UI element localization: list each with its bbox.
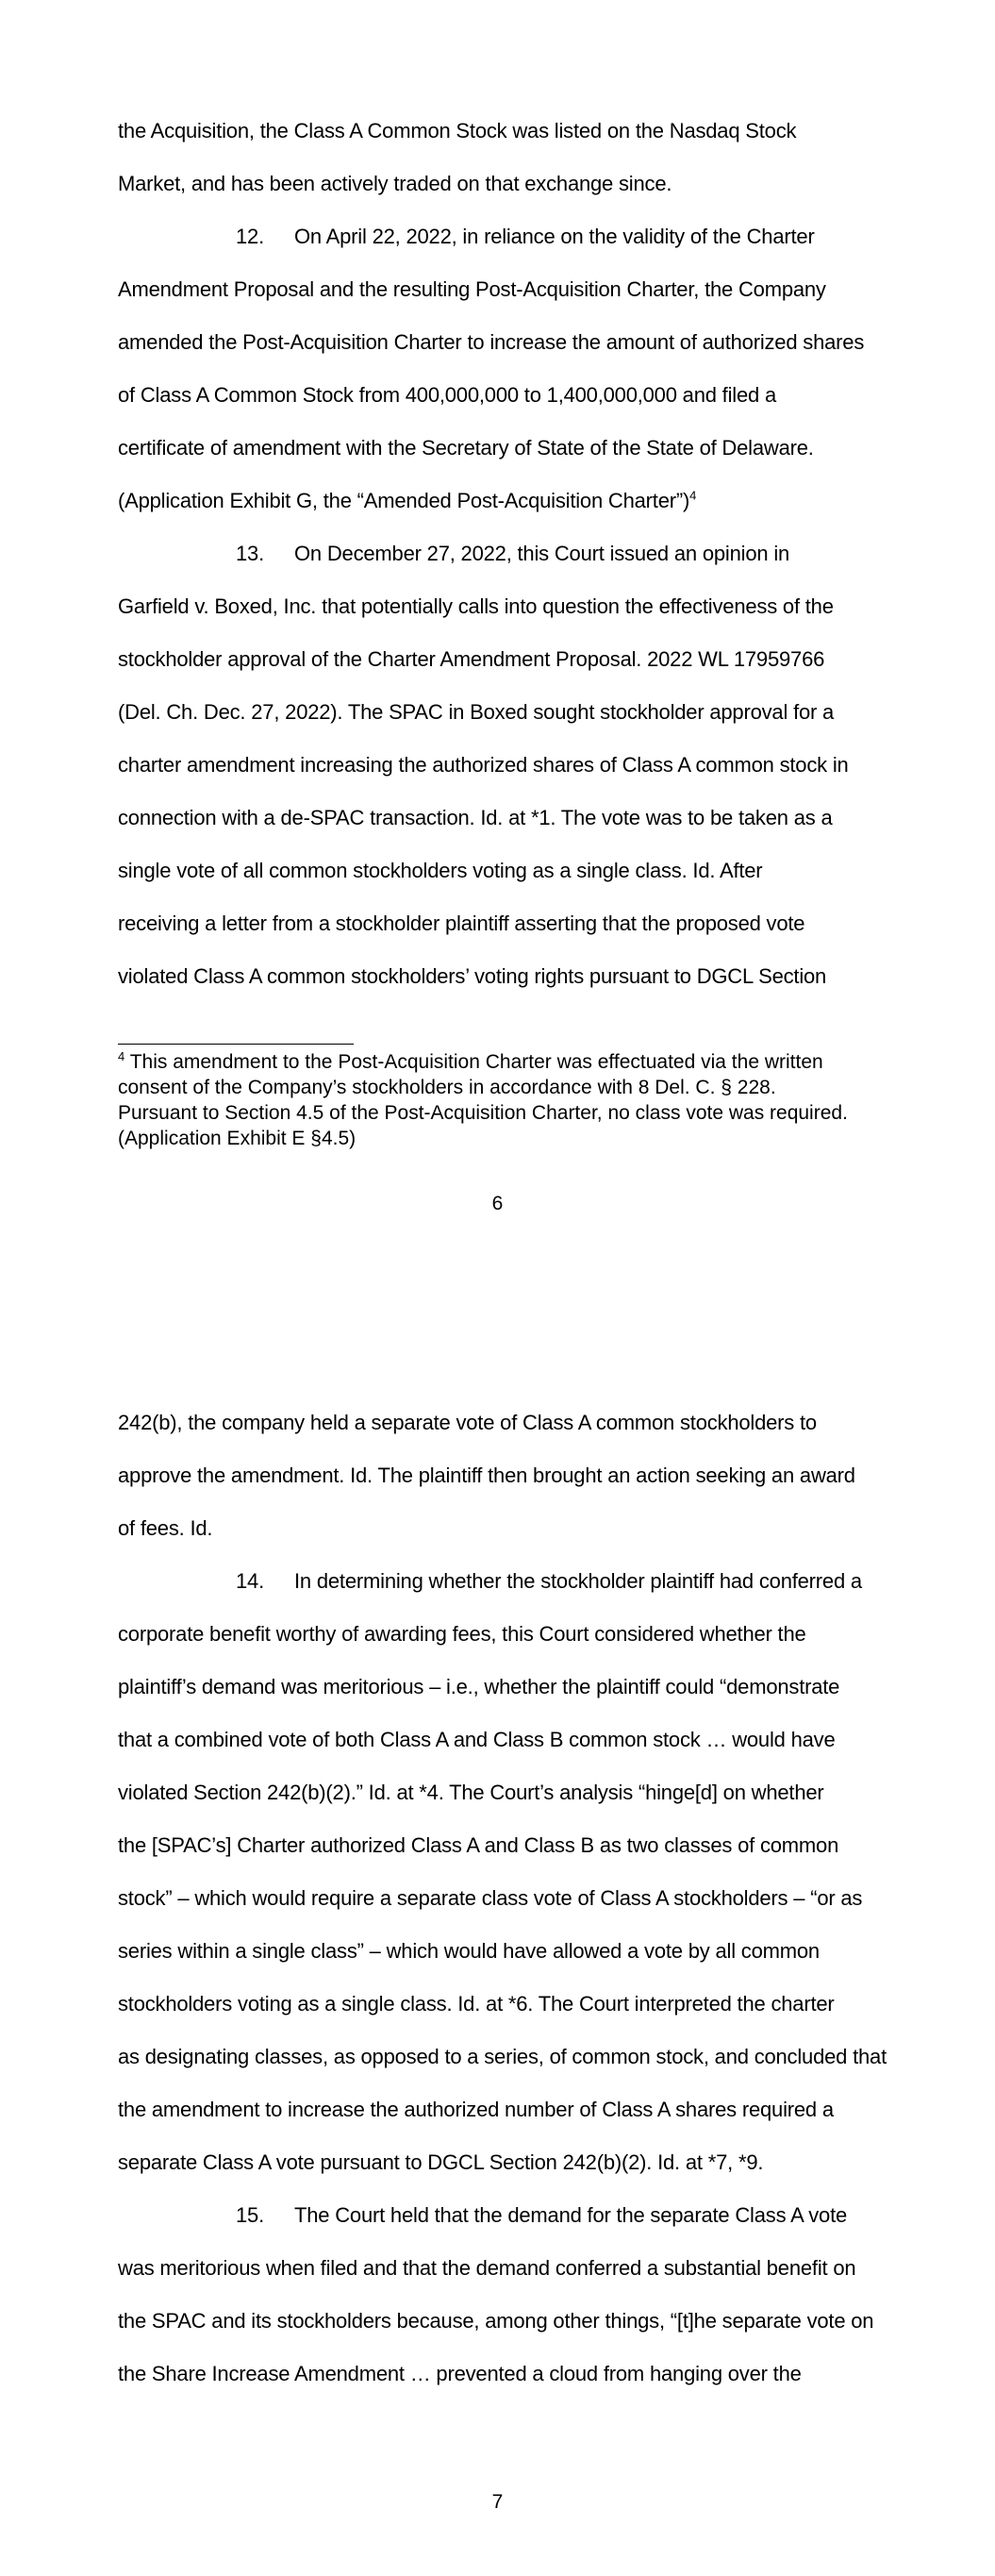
body-line: the amendment to increase the authorized number of Class A shares required a bbox=[118, 2098, 834, 2121]
body-line: the Acquisition, the Class A Common Stock was listed on the Nasdaq Stock bbox=[118, 119, 797, 142]
footnote-line: consent of the Company’s stockholders in accordance with 8 Del. C. § 228. bbox=[118, 1077, 776, 1098]
body-line: connection with a de-SPAC transaction. Id. at *1. The vote was to be taken as a bbox=[118, 806, 833, 829]
body-line: the [SPAC’s] Charter authorized Class A and Class B as two classes of common bbox=[118, 1833, 839, 1857]
body-text: On December 27, 2022, this Court issued an opinion in bbox=[294, 542, 790, 565]
body-line: violated Section 242(b)(2).” Id. at *4. The Court’s analysis “hinge[d] on whether bbox=[118, 1781, 824, 1804]
body-line: single vote of all common stockholders voting as a single class. Id. After bbox=[118, 859, 763, 882]
paragraph-number: 14. bbox=[236, 1569, 264, 1593]
page-number: 6 bbox=[491, 1193, 504, 1214]
body-line: stockholder approval of the Charter Amendment Proposal. 2022 WL 17959766 bbox=[118, 647, 825, 671]
body-line: of fees. Id. bbox=[118, 1516, 213, 1540]
body-line: Garfield v. Boxed, Inc. that potentially calls into question the effectiveness of the bbox=[118, 594, 834, 618]
body-text: On April 22, 2022, in reliance on the validity of the Charter bbox=[294, 225, 815, 248]
paragraph-13-first-line bbox=[236, 542, 789, 566]
body-line: corporate benefit worthy of awarding fees, this Court considered whether the bbox=[118, 1622, 806, 1646]
body-line: that a combined vote of both Class A and Class B common stock … would have bbox=[118, 1728, 836, 1751]
body-line: certificate of amendment with the Secretary of State of the State of Delaware. bbox=[118, 436, 814, 460]
paragraph-number: 15. bbox=[236, 2203, 264, 2227]
footnote-line bbox=[118, 1051, 823, 1074]
paragraph-number: 13. bbox=[236, 542, 264, 565]
body-line: separate Class A vote pursuant to DGCL Section 242(b)(2). Id. at *7, *9. bbox=[118, 2150, 764, 2174]
body-line: stock” – which would require a separate class vote of Class A stockholders – “or as bbox=[118, 1886, 863, 1910]
body-line-with-footnote bbox=[118, 489, 696, 513]
body-line: Market, and has been actively traded on that exchange since. bbox=[118, 172, 672, 195]
footnote-line: (Application Exhibit E §4.5) bbox=[118, 1128, 357, 1149]
body-line: receiving a letter from a stockholder plaintiff asserting that the proposed vote bbox=[118, 912, 805, 935]
body-line: the SPAC and its stockholders because, among other things, “[t]he separate vote on bbox=[118, 2309, 874, 2333]
body-text: (Application Exhibit G, the “Amended Post-Acquisition Charter”) bbox=[118, 489, 690, 512]
body-line: violated Class A common stockholders’ voting rights pursuant to DGCL Section bbox=[118, 964, 827, 988]
body-line: the Share Increase Amendment … prevented a cloud from hanging over the bbox=[118, 2362, 802, 2385]
body-line: of Class A Common Stock from 400,000,000 to 1,400,000,000 and filed a bbox=[118, 383, 776, 407]
body-text: The Court held that the demand for the separate Class A vote bbox=[294, 2203, 848, 2227]
paragraph-number: 12. bbox=[236, 225, 264, 248]
body-line: 242(b), the company held a separate vote of Class A common stockholders to bbox=[118, 1411, 817, 1434]
page-6 bbox=[0, 0, 995, 1283]
body-line: Amendment Proposal and the resulting Post-Acquisition Charter, the Company bbox=[118, 277, 826, 301]
footnote-text: This amendment to the Post-Acquisition Charter was effectuated via the written bbox=[129, 1051, 823, 1073]
page-7 bbox=[0, 1288, 995, 2576]
body-line: series within a single class” – which would have allowed a vote by all common bbox=[118, 1939, 820, 1963]
body-line: was meritorious when filed and that the demand conferred a substantial benefit on bbox=[118, 2256, 856, 2280]
paragraph-14-first-line bbox=[236, 1569, 862, 1594]
paragraph-15-first-line bbox=[236, 2203, 847, 2228]
page-number: 7 bbox=[491, 2491, 504, 2513]
footnote-line: Pursuant to Section 4.5 of the Post-Acquisition Charter, no class vote was required. bbox=[118, 1102, 848, 1124]
footnote-marker: 4 bbox=[118, 1049, 125, 1063]
footnote-reference[interactable]: 4 bbox=[689, 488, 697, 503]
body-line: (Del. Ch. Dec. 27, 2022). The SPAC in Boxed sought stockholder approval for a bbox=[118, 700, 835, 724]
body-line: charter amendment increasing the authorized shares of Class A common stock in bbox=[118, 753, 849, 777]
paragraph-12-first-line bbox=[236, 225, 815, 249]
body-line: as designating classes, as opposed to a series, of common stock, and concluded that bbox=[118, 2045, 887, 2068]
body-line: plaintiff’s demand was meritorious – i.e., whether the plaintiff could “demonstrate bbox=[118, 1675, 840, 1698]
body-text: In determining whether the stockholder plaintiff had conferred a bbox=[294, 1569, 862, 1593]
footnote-divider bbox=[118, 1044, 354, 1045]
body-line: approve the amendment. Id. The plaintiff then brought an action seeking an award bbox=[118, 1464, 855, 1487]
body-line: stockholders voting as a single class. Id. at *6. The Court interpreted the charter bbox=[118, 1992, 835, 2016]
body-line: amended the Post-Acquisition Charter to increase the amount of authorized shares bbox=[118, 330, 865, 354]
